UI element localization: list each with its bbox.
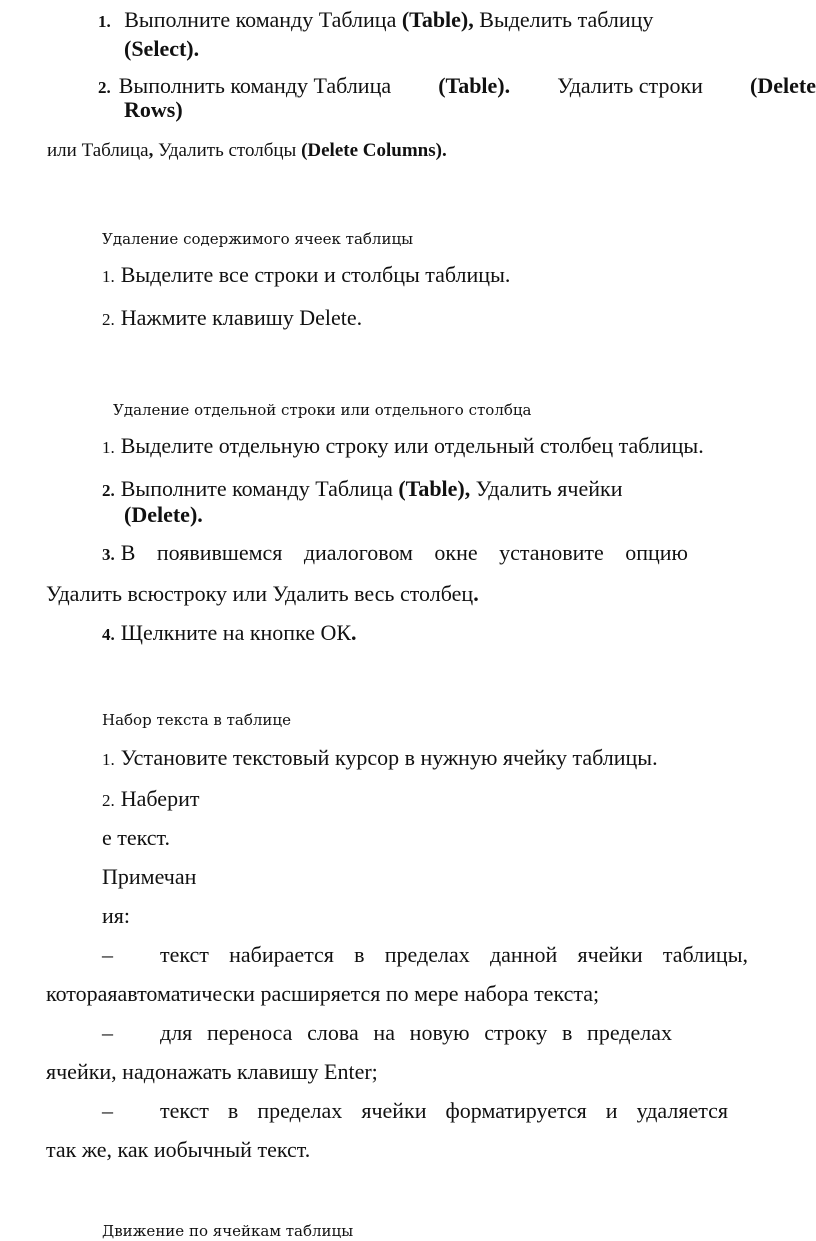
note-label: Примечан <box>102 864 197 889</box>
item-number: 4. <box>102 625 115 644</box>
dash: – <box>102 942 113 967</box>
item-text: Выделить таблицу <box>479 7 654 32</box>
item-text: Удалить всюстроку или Удалить весь столбец <box>46 581 474 606</box>
list-item-2 <box>102 786 199 814</box>
bullet-3 <box>102 1098 728 1124</box>
note-label-cont: ия: <box>102 903 131 928</box>
list-item-1 <box>102 262 510 290</box>
item-number: 2. <box>102 791 115 810</box>
item-text: Щелкните на кнопке ОК <box>120 620 352 645</box>
text-bold: , <box>148 140 154 161</box>
list-item-3 <box>102 540 688 568</box>
list-item-1 <box>102 433 704 461</box>
item-text: Удалить ячейки <box>475 476 623 501</box>
section-heading: Набор текста в таблице <box>102 711 291 729</box>
section-heading: Удаление отдельной строки или отдельного столбца <box>113 401 532 419</box>
bullet-2 <box>102 1020 672 1046</box>
item-number: 1. <box>102 750 115 769</box>
list-item-2 <box>102 305 362 333</box>
list-item-2 <box>102 476 623 504</box>
list-item-2-cont: (Delete). <box>124 502 203 527</box>
item-text: Удалить строки <box>557 73 703 98</box>
item-bold: (Table), <box>398 476 471 501</box>
item-number: 3. <box>102 545 115 564</box>
item-number: 2. <box>98 78 111 97</box>
dash: – <box>102 1020 113 1045</box>
item-number: 1. <box>102 267 115 286</box>
list-item-4 <box>102 620 357 648</box>
dash: – <box>102 1098 113 1123</box>
bullet-3-cont: так же, как иобычный текст. <box>46 1137 311 1162</box>
item-text: Выполните команду Таблица <box>120 476 393 501</box>
text: или Таблица <box>47 140 149 161</box>
text: Удалить столбцы <box>153 140 302 161</box>
item-text: В появившемся диалоговом окне установите опцию <box>120 540 688 565</box>
item-text: Выделите все строки и столбцы таблицы. <box>120 262 511 287</box>
list-item-1 <box>102 745 658 773</box>
list-item-2-cont: е текст. <box>102 825 171 850</box>
list-item-1-cont: (Select). <box>124 36 200 61</box>
item-text: Наберит <box>120 786 200 811</box>
bullet-text: текст набирается в пределах данной ячейки таблицы, <box>160 942 748 967</box>
item-text: Установите текстовый курсор в нужную ячейку таблицы. <box>120 745 658 770</box>
bullet-1-cont: котораяавтоматически расширяется по мере набора текста; <box>46 981 600 1006</box>
list-item-3-cont <box>46 581 479 607</box>
item-text: Выполнить команду Таблица <box>118 73 392 98</box>
list-item-2-cont: Rows) <box>124 97 183 122</box>
list-item-1 <box>98 7 653 35</box>
item-number: 2. <box>102 310 115 329</box>
item-bold: (Table). <box>438 73 511 98</box>
item-bold: . <box>351 620 357 645</box>
bullet-1 <box>102 942 748 968</box>
item-text: Выделите отдельную строку или отдельный столбец таблицы. <box>120 433 704 458</box>
item-bold: (Delete <box>750 73 816 98</box>
item-text: Нажмите клавишу Delete. <box>120 305 363 330</box>
paragraph-continuation <box>47 139 447 163</box>
item-number: 2. <box>102 481 115 500</box>
section-heading: Движение по ячейкам таблицы <box>102 1222 354 1240</box>
text-bold: (Delete Columns). <box>301 140 447 161</box>
list-item-2 <box>98 73 816 101</box>
item-number: 1. <box>98 12 111 31</box>
item-bold: . <box>473 581 479 606</box>
bullet-text: текст в пределах ячейки форматируется и удаляется <box>160 1098 728 1123</box>
bullet-2-cont: ячейки, надонажать клавишу Enter; <box>46 1059 378 1084</box>
item-number: 1. <box>102 438 115 457</box>
bullet-text: для переноса слова на новую строку в пределах <box>160 1020 672 1045</box>
item-text: Выполните команду Таблица <box>124 7 397 32</box>
item-bold: (Table), <box>401 7 474 32</box>
section-heading: Удаление содержимого ячеек таблицы <box>102 230 414 248</box>
